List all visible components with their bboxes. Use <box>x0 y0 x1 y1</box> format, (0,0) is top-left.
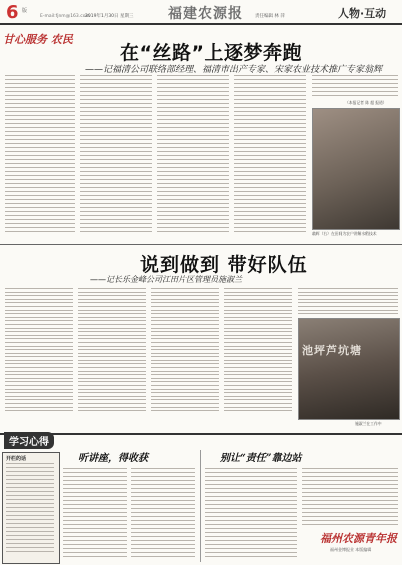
page-ban-label: 版 <box>22 8 28 14</box>
column-divider <box>200 450 201 562</box>
article2-photo-overlay: 池坪芦坑塘 <box>302 344 362 357</box>
section-label: 学习心得 <box>4 432 54 449</box>
article2-title: 说到做到 带好队伍 <box>140 254 308 276</box>
article2-body-col1 <box>5 288 73 414</box>
divider <box>0 244 402 245</box>
footer-brand-logo: 福州农源青年报 <box>320 532 397 545</box>
article1-photo-caption: 翁辉（右）在田间为农户讲解水稻技术 <box>312 231 377 236</box>
footer-brand-subtitle: 福州金博报业 本版编辑 <box>330 547 372 552</box>
article1-body-col2 <box>80 75 152 235</box>
header-rule <box>0 23 402 25</box>
article3-body-col1 <box>63 468 127 560</box>
article1-subtitle: ——记福清公司联络部经理、福清市出产专家、宋家农业技术推广专家翁辉 <box>85 65 383 75</box>
article1-body-col1 <box>5 75 75 235</box>
article4-title: 别让“责任”靠边站 <box>220 453 302 464</box>
article2-photo <box>298 318 400 420</box>
article4-body-col1 <box>205 468 297 560</box>
article3-body-col2 <box>131 468 195 560</box>
header-editor: 责任编辑 林 萍 <box>255 14 285 19</box>
article1-body-col5-top <box>312 75 398 99</box>
article2-body-col3 <box>151 288 219 414</box>
article1-photo <box>312 108 400 230</box>
newspaper-brand: 福建农源报 <box>168 6 243 22</box>
header-email: E-mail:fjnm@163.com <box>40 14 90 19</box>
article2-body-col4 <box>224 288 292 414</box>
section-band <box>0 433 402 449</box>
page-number: 6 <box>6 2 19 23</box>
editor-note-title: 开栏的话 <box>6 456 27 462</box>
article3-title: 听讲座，得收获 <box>78 453 148 464</box>
article2-body-col2 <box>78 288 146 414</box>
article1-byline: （本报记者 陈 超 报道） <box>345 100 387 105</box>
article2-photo-caption: 施淑兰在工作中 <box>355 421 382 426</box>
article1-title: 在“丝路”上逐梦奔跑 <box>120 42 302 64</box>
editor-note-body <box>6 463 54 555</box>
article1-body-col3 <box>157 75 229 235</box>
article2-body-col5-top <box>298 288 398 317</box>
section-name: 人物·互动 <box>338 7 387 20</box>
header-date: 2019年1月30日 星期三 <box>85 14 134 19</box>
article2-subtitle: ——记长乐金峰公司江田片区管理员施淑兰 <box>90 275 242 284</box>
article1-kicker: 甘心服务 农民 <box>3 33 73 46</box>
article4-body-col2 <box>302 468 398 528</box>
article1-body-col4 <box>234 75 306 235</box>
